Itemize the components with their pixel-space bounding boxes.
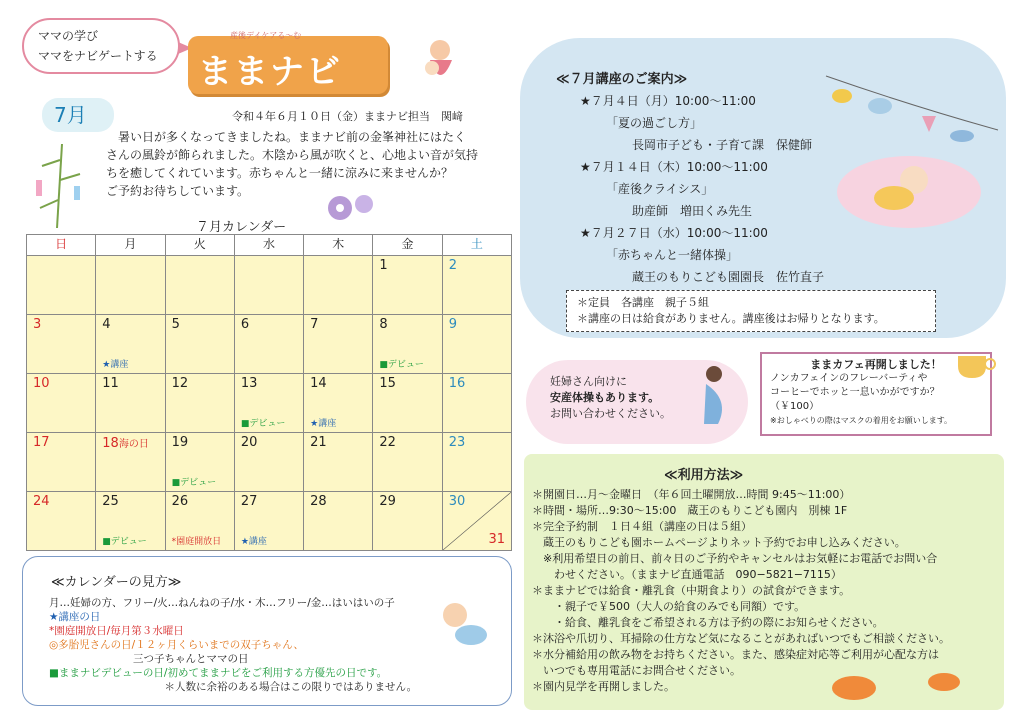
calendar-day (27, 374, 96, 433)
intro-line: ちを癒してくれています。赤ちゃんと一緒に涼みに来ませんか？ (106, 166, 454, 180)
day-tag: ★講座 (310, 419, 337, 429)
legend-line: ★講座の日 (49, 611, 101, 623)
calendar-day (373, 492, 442, 551)
pregnant-line: お問い合わせください。 (550, 407, 671, 420)
day-number: 9 (448, 317, 457, 332)
calendar-day (165, 256, 234, 315)
calendar-day (373, 433, 442, 492)
day-tag: ■デビュー (379, 360, 424, 370)
calendar-legend (22, 556, 512, 706)
day-tag: ■デビュー (102, 537, 147, 547)
calendar-day (96, 315, 165, 374)
bubble-line-2: ママをナビゲートする (38, 49, 158, 63)
calendar-day (442, 433, 511, 492)
cafe-title: ままカフェ再開しました！ (810, 358, 942, 371)
bamboo-tanabata-icon (22, 140, 92, 230)
usage-line: わせください。（ままナビ直通電話 090−5821−7115） (532, 568, 842, 581)
cafe-line: （￥100） (770, 401, 820, 412)
calendar-day (234, 492, 303, 551)
calendar-day (165, 492, 234, 551)
day-number: 26 (171, 494, 189, 509)
day-number: 12 (171, 376, 189, 391)
day-number: 27 (240, 494, 258, 509)
usage-line: 蔵王のもりこども園ホームページよりネット予約でお申し込みください。 (532, 536, 906, 549)
day-number: 19 (171, 435, 189, 450)
weekday-header: 日 (27, 235, 96, 256)
day-number: 24 (33, 494, 50, 509)
calendar-week (27, 433, 512, 492)
crawling-baby-icon (433, 597, 493, 657)
usage-line: ＊開園日…月～金曜日 （年６回土曜開放…時間 9:45～11:00） (532, 488, 851, 501)
calendar-day (27, 315, 96, 374)
calendar-day (96, 374, 165, 433)
calendar-table (26, 234, 512, 551)
intro-line: ご予約お待ちしています。 (106, 184, 250, 198)
calendar-day (442, 315, 511, 374)
course-name: 「赤ちゃんと一緒体操」 (606, 248, 739, 262)
day-tag: ★講座 (102, 360, 129, 370)
calendar-day (96, 256, 165, 315)
calendar-day (165, 433, 234, 492)
usage-line: ＊時間・場所…9:30～15:00 蔵王のもりこども園内 別棟 1F (532, 504, 848, 517)
month-label: 7月 (42, 98, 114, 132)
day-tag: ■デビュー (171, 478, 217, 488)
calendar-day (373, 315, 442, 374)
course-rules (566, 290, 936, 332)
cafe-line: ノンカフェインのフレーバーティや (770, 373, 928, 384)
day-number: 4 (102, 317, 111, 332)
calendar-day (234, 315, 303, 374)
calendar-day (165, 315, 234, 374)
course-speaker: 蔵王のもりこども園園長 佐竹直子 (632, 270, 825, 284)
usage-line: ・給食、離乳食をご希望される方は予約の際にお知らせください。 (532, 616, 884, 629)
calendar-week (27, 256, 512, 315)
usage-line: ＊完全予約制 １日４組（講座の日は５組） (532, 520, 752, 533)
intro-line: 暑い日が多くなってきましたね。ままナビ前の金峯神社にはたく (118, 130, 467, 144)
calendar-day (304, 374, 373, 433)
calendar-day (234, 256, 303, 315)
legend-line: ■ままナビデビューの日/初めてままナビをご利用する方優先の日です。 (49, 667, 388, 679)
usage-line: いつでも専用電話にお問合せください。 (532, 664, 741, 677)
courses-title: ≪７月講座のご案内≫ (556, 72, 688, 87)
calendar-day (165, 374, 234, 433)
logo-title: ままナビ (198, 52, 342, 92)
usage-title: ≪利用方法≫ (664, 468, 744, 483)
legend-line: 三つ子ちゃんとママの日 (49, 653, 249, 665)
holiday-label: 海の日 (118, 439, 149, 450)
course-name: 「産後クライシス」 (606, 182, 714, 196)
usage-line: ※利用希望日の前日、前々日のご予約やキャンセルはお気軽にお電話でお問い合 (532, 552, 938, 565)
calendar-day (304, 256, 373, 315)
calendar-day (373, 256, 442, 315)
legend-line: ＊人数に余裕のある場合はこの限りではありません。 (49, 681, 418, 693)
cafe-line: コーヒーでホッと一息いかがですか？ (770, 387, 940, 398)
usage-line: ・親子で￥500（大人の給食のみでも同額）です。 (532, 600, 806, 613)
course-speaker: 長岡市子ども・子育て課 保健師 (632, 138, 813, 152)
calendar-day (304, 315, 373, 374)
fish-icon (824, 664, 994, 706)
calendar-day (27, 256, 96, 315)
calendar-day (304, 433, 373, 492)
day-number: 13 (240, 376, 258, 391)
day-tag: ■デビュー (240, 419, 286, 429)
weekday-header: 火 (165, 235, 234, 256)
day-number: 29 (379, 494, 396, 509)
legend-line: ◎多胎児さんの日/１２ヶ月くらいまでの双子ちゃん、 (49, 639, 304, 651)
day-number: 5 (171, 317, 180, 332)
mother-baby-illustration (410, 30, 470, 90)
day-number: 3 (33, 317, 42, 332)
day-number: 18 (102, 436, 119, 451)
day-number: 6 (240, 317, 250, 332)
day-number: 15 (379, 376, 396, 391)
day-number: 16 (448, 376, 466, 391)
pregnant-line: 妊婦さん向けに (550, 375, 627, 388)
day-number: 8 (379, 317, 388, 332)
cafe-note: ※おしゃべりの際はマスクの着用をお願いします。 (770, 416, 953, 425)
day-number: 7 (310, 317, 319, 332)
day-tag: *園庭開放日 (171, 537, 222, 547)
day-number: 20 (240, 435, 258, 450)
calendar-day (234, 374, 303, 433)
usage-line: ＊沐浴や爪切り、耳掃除の仕方など気になることがあればいつでもご相談ください。 (532, 632, 950, 645)
day-number: 22 (379, 435, 396, 450)
header-bubble (22, 18, 180, 74)
pregnant-woman-icon (694, 364, 734, 426)
day-number: 17 (33, 435, 50, 450)
date-line: 令和４年６月１０日（金）ままナビ担当 関﨑 (232, 110, 463, 123)
intro-line: さんの風鈴が飾られました。木陰から風が吹くと、心地よい音が気持 (106, 148, 479, 162)
bubble-line-1: ママの学び (38, 29, 99, 43)
day-number: 21 (310, 435, 327, 450)
calendar-day (96, 433, 165, 492)
rule-line: ＊定員 各講座 親子５組 (577, 296, 709, 309)
day-number: 2 (448, 258, 457, 273)
calendar-day (442, 374, 511, 433)
usage-line: ＊園内見学を再開しました。 (532, 680, 675, 693)
weekday-header: 水 (234, 235, 303, 256)
day-number: 31 (488, 532, 505, 547)
calendar-day (27, 433, 96, 492)
calendar-day (304, 492, 373, 551)
rule-line: ＊講座の日は給食がありません。講座後はお帰りとなります。 (577, 312, 885, 325)
tea-cup-icon (950, 342, 1000, 382)
calendar-week (27, 374, 512, 433)
legend-line: 月…妊婦の方、フリー/火…ねんねの子/水・木…フリー/金…はいはいの子 (49, 597, 395, 609)
weekday-header: 金 (373, 235, 442, 256)
weekday-header: 土 (442, 235, 511, 256)
day-number: 23 (448, 435, 466, 450)
course-date: ★７月１４日（木）10:00～11:00 (580, 160, 768, 174)
day-number: 14 (310, 376, 327, 391)
sleeping-baby-icon (834, 150, 984, 232)
calendar-day (373, 374, 442, 433)
calendar-day (442, 492, 511, 551)
calendar-day (442, 256, 511, 315)
course-name: 「夏の過ごし方」 (606, 116, 703, 130)
calendar-day (96, 492, 165, 551)
day-number: 28 (310, 494, 327, 509)
calendar-week (27, 492, 512, 551)
day-tag: ★講座 (240, 537, 267, 547)
calendar-day (27, 492, 96, 551)
usage-line: ＊水分補給用の飲み物をお持ちください。また、感染症対応等ご利用が心配な方は (532, 648, 939, 661)
course-date: ★７月２７日（水）10:00～11:00 (580, 226, 768, 240)
logo-subtitle: 産後デイケアる〜む (230, 31, 302, 40)
day-number: 1 (379, 258, 388, 273)
calendar-day (234, 433, 303, 492)
pregnant-line: 安産体操もあります。 (550, 391, 660, 404)
calendar-title: ７月カレンダー (196, 220, 287, 235)
weekday-header: 月 (96, 235, 165, 256)
day-number: 30 (448, 494, 466, 509)
course-speaker: 助産師 増田くみ先生 (632, 204, 753, 218)
intro-text (106, 128, 506, 200)
day-number: 11 (102, 376, 119, 391)
legend-line: *園庭開放日/毎月第３水曜日 (49, 625, 184, 637)
calendar-week (27, 315, 512, 374)
legend-title: ≪カレンダーの見方≫ (51, 575, 182, 590)
weekday-header: 木 (304, 235, 373, 256)
day-number: 25 (102, 494, 119, 509)
morning-glory-icon (320, 190, 380, 226)
usage-line: ＊ままナビでは給食・離乳食（中期食より）の試食ができます。 (532, 584, 851, 597)
day-number: 10 (33, 376, 50, 391)
course-date: ★７月４日（月）10:00～11:00 (580, 94, 756, 108)
usage-info (524, 454, 1004, 710)
